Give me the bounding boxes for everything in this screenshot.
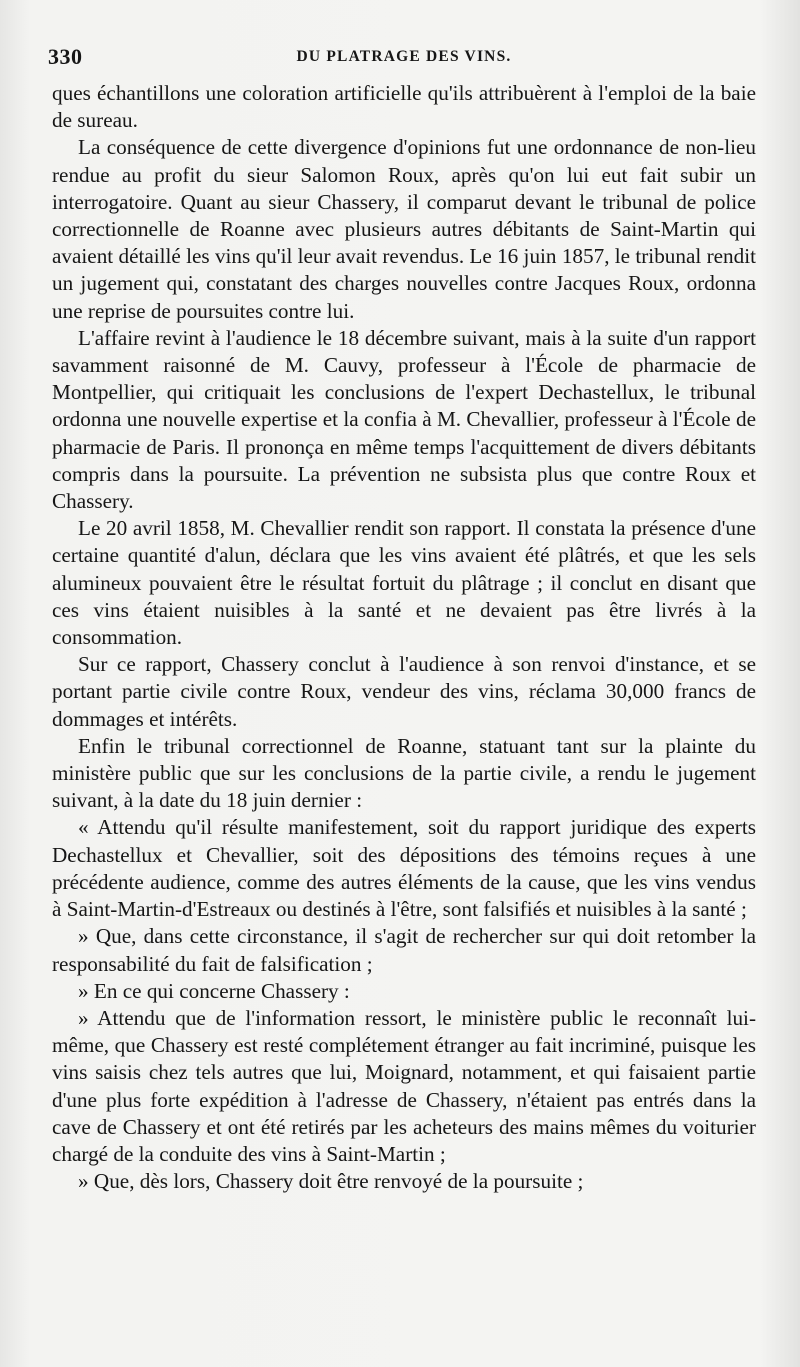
judgment-paragraph: « Attendu qu'il résulte manifestement, soit du rapport juridique des experts Dechastellux et Chevallier, soit des dépositions des témoins reçues à une précédente audience, comme des autres éléments de la cause, que les vins vendus à Saint-Martin-d'Estreaux ou destinés à l'être, sont falsifiés et nuisibles à la santé ; xyxy=(52,815,756,922)
paragraph: La conséquence de cette divergence d'opinions fut une ordonnance de non-lieu rendue au profit du sieur Salomon Roux, après qu'on lui eut fait subir un interrogatoire. Quant au sieur Chassery, il comparut devant le tribunal de police correctionnelle de Roanne avec plusieurs autres débitants de Saint-Martin qui avaient détaillé les vins qu'il leur avait revendus. Le 16 juin 1857, le tribunal rendit un jugement qui, constatant des charges nouvelles contre Jacques Roux, ordonna une reprise de poursuites contre lui. xyxy=(52,135,756,323)
paragraph: Enfin le tribunal correctionnel de Roanne, statuant tant sur la plainte du ministère public que sur les conclusions de la partie civile, a rendu le jugement suivant, à la date du 18 juin dernier : xyxy=(52,733,756,813)
judgment-paragraph: » En ce qui concerne Chassery : xyxy=(78,978,350,1003)
paragraph: Le 20 avril 1858, M. Chevallier rendit son rapport. Il constata la présence d'une certaine quantité d'alun, déclara que les vins avaient été plâtrés, et que les sels alumineux pouvaient être le résultat fortuit du plâtrage ; il conclut en disant que ces vins étaient nuisibles à la santé et ne devaient pas être livrés à la consommation. xyxy=(52,516,756,650)
paragraph: Sur ce rapport, Chassery conclut à l'audience à son renvoi d'instance, et se portant partie civile contre Roux, vendeur des vins, réclama 30,000 francs de dommages et intérêts. xyxy=(52,652,756,731)
page-number: 330 xyxy=(48,44,83,69)
judgment-paragraph: » Attendu que de l'information ressort, le ministère public le reconnaît lui-même, que Chassery est resté complétement étranger au fait incriminé, puisque les vins saisis chez tels autres que lui, Moignard, notamment, et qui faisaient partie d'une plus forte expédition à l'adresse de Chassery, n'étaient pas entrés dans la cave de Chassery et ont été retirés par les acheteurs des mains mêmes du voiturier chargé de la conduite des vins à Saint-Martin ; xyxy=(52,1005,756,1166)
running-head: DU PLATRAGE DES VINS. xyxy=(296,48,512,65)
page-header xyxy=(48,44,760,74)
judgment-paragraph: » Que, dès lors, Chassery doit être renvoyé de la poursuite ; xyxy=(78,1169,584,1194)
judgment-paragraph: » Que, dans cette circonstance, il s'agit de rechercher sur qui doit retomber la responsabilité du fait de falsification ; xyxy=(52,924,756,976)
paragraph-continued: ques échantillons une coloration artificielle qu'ils attribuèrent à l'emploi de la baie de sureau. xyxy=(52,81,756,133)
paragraph: L'affaire revint à l'audience le 18 décembre suivant, mais à la suite d'un rapport savamment raisonné de M. Cauvy, professeur à l'École de pharmacie de Montpellier, qui critiquait les conclusions de l'expert Dechastellux, le tribunal ordonna une nouvelle expertise et la confia à M. Chevallier, professeur à l'École de pharmacie de Paris. Il prononça en même temps l'acquittement de divers débitants compris dans la poursuite. La prévention ne subsista plus que contre Roux et Chassery. xyxy=(52,325,756,514)
body-text xyxy=(52,80,756,1195)
